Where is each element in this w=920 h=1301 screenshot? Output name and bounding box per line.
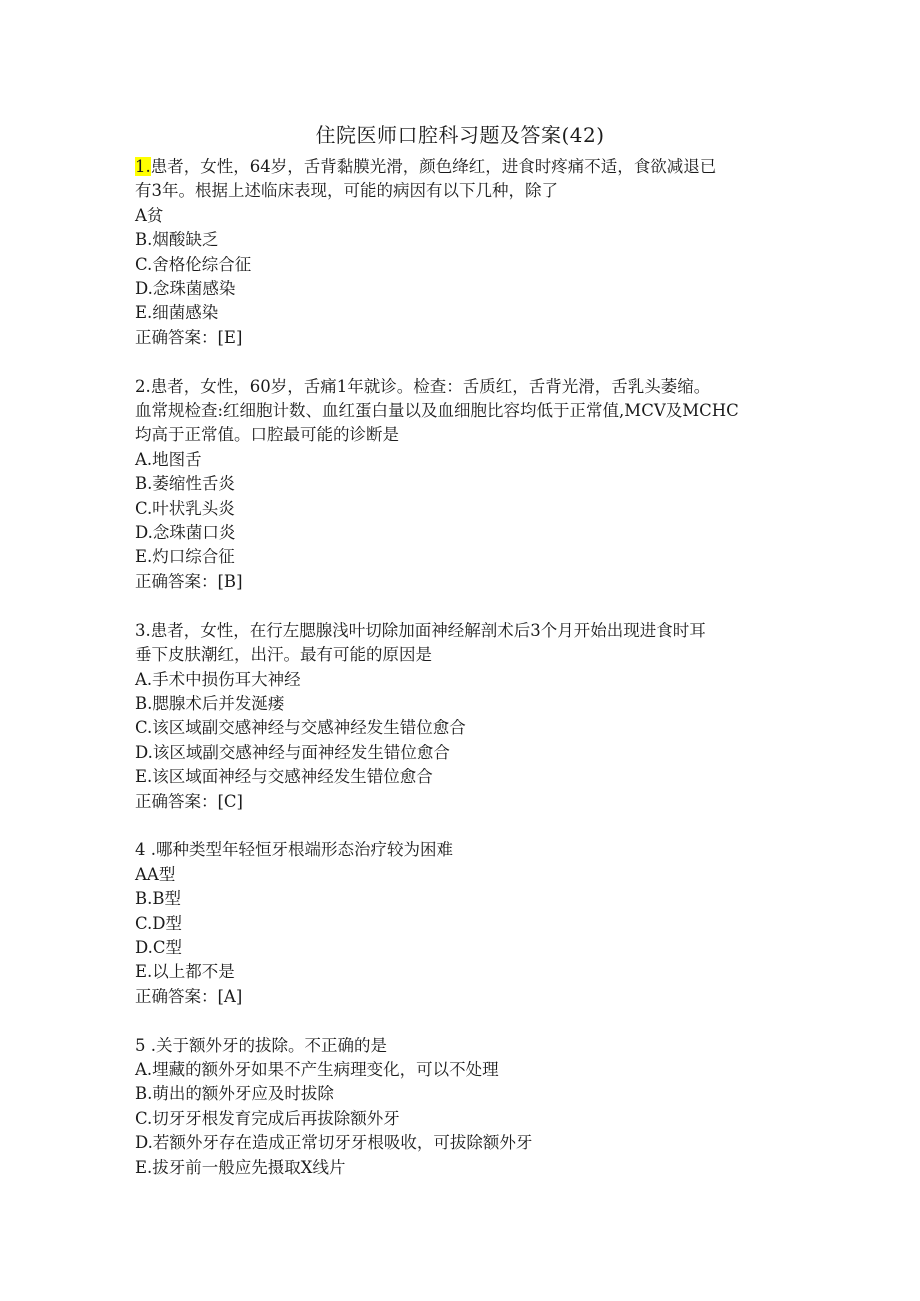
correct-answer: 正确答案：[C] xyxy=(135,791,243,811)
option-a: AA型 xyxy=(135,864,176,884)
option-d: D.该区域副交感神经与面神经发生错位愈合 xyxy=(135,742,450,762)
option-a: A.埋藏的额外牙如果不产生病理变化，可以不处理 xyxy=(135,1059,499,1079)
option-d: D.念珠菌感染 xyxy=(135,279,236,299)
question-number-highlight: 1. xyxy=(135,157,151,176)
option-b: B.B型 xyxy=(135,889,181,909)
question-stem: 4 .哪种类型年轻恒牙根端形态治疗较为困难 xyxy=(135,840,453,860)
option-e: E.该区域面神经与交感神经发生错位愈合 xyxy=(135,767,433,787)
question-list xyxy=(135,155,795,1180)
option-c: C.舍格伦综合征 xyxy=(135,254,252,274)
option-d: D.C型 xyxy=(135,937,183,957)
option-e: E.拔牙前一般应先摄取X线片 xyxy=(135,1157,346,1177)
question-stem: 1.患者，女性，64岁，舌背黏膜光滑，颜色绛红，进食时疼痛不适，食欲减退已 xyxy=(135,157,717,176)
question-3 xyxy=(135,619,795,814)
question-stem: 均高于正常值。口腔最可能的诊断是 xyxy=(135,425,399,445)
question-5 xyxy=(135,1034,795,1180)
spacer xyxy=(135,814,795,838)
page-title: 住院医师口腔科习题及答案(42) xyxy=(315,123,605,147)
question-number: 5 xyxy=(135,1035,146,1055)
question-stem: 3.患者，女性，在行左腮腺浅叶切除加面神经解剖术后3个月开始出现进食时耳 xyxy=(135,620,706,640)
question-number: 3. xyxy=(135,620,151,640)
option-a: A.手术中损伤耳大神经 xyxy=(135,669,301,689)
option-b: B.腮腺术后并发涎瘘 xyxy=(135,693,285,713)
question-stem: 2.患者，女性，60岁，舌痛1年就诊。检查：舌质红，舌背光滑，舌乳头萎缩。 xyxy=(135,376,711,396)
question-1 xyxy=(135,155,795,350)
option-e: E.灼口综合征 xyxy=(135,547,235,567)
question-4 xyxy=(135,838,795,1009)
question-stem: 垂下皮肤潮红，出汗。最有可能的原因是 xyxy=(135,645,432,665)
option-a: A.地图舌 xyxy=(135,449,202,469)
option-a: A贫 xyxy=(135,205,164,225)
option-c: C.叶状乳头炎 xyxy=(135,498,235,518)
spacer xyxy=(135,594,795,618)
correct-answer: 正确答案：[A] xyxy=(135,986,243,1006)
correct-answer: 正确答案：[E] xyxy=(135,327,243,347)
option-c: C.切牙牙根发育完成后再拔除额外牙 xyxy=(135,1108,400,1128)
question-stem: 5 .关于额外牙的拔除。不正确的是 xyxy=(135,1035,387,1055)
option-c: C.D型 xyxy=(135,913,183,933)
question-number: 2. xyxy=(135,376,151,396)
option-e: E.以上都不是 xyxy=(135,962,235,982)
question-stem: 血常规检查:红细胞计数、血红蛋白量以及血细胞比容均低于正常值,MCV及MCHC xyxy=(135,401,739,421)
option-d: D.念珠菌口炎 xyxy=(135,523,236,543)
question-2 xyxy=(135,375,795,595)
option-b: B.烟酸缺乏 xyxy=(135,230,219,250)
question-number: 4 xyxy=(135,840,146,860)
option-c: C.该区域副交感神经与交感神经发生错位愈合 xyxy=(135,718,466,738)
spacer xyxy=(135,350,795,374)
correct-answer: 正确答案：[B] xyxy=(135,571,243,591)
question-stem: 有3年。根据上述临床表现，可能的病因有以下几种，除了 xyxy=(135,181,558,201)
spacer xyxy=(135,1009,795,1033)
option-b: B.萎缩性舌炎 xyxy=(135,474,235,494)
option-d: D.若额外牙存在造成正常切牙牙根吸收，可拔除额外牙 xyxy=(135,1133,533,1153)
option-e: E.细菌感染 xyxy=(135,303,219,323)
option-b: B.萌出的额外牙应及时拔除 xyxy=(135,1084,334,1104)
